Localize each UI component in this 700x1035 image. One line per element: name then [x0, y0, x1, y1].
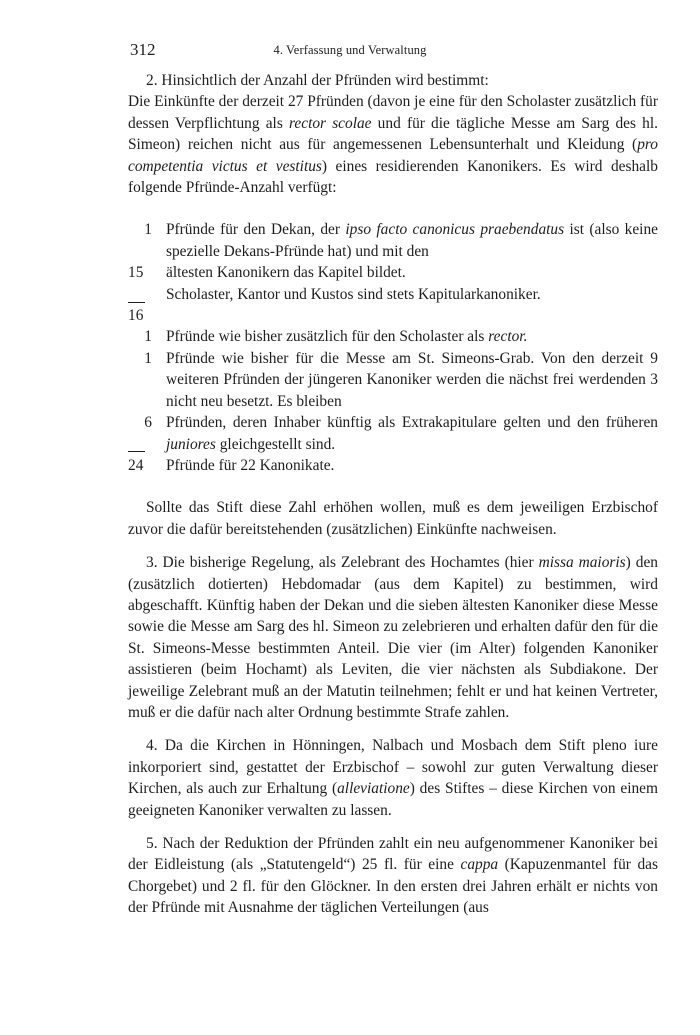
list-item [128, 284, 658, 305]
latin-term: missa maioris [538, 554, 626, 572]
list-number: 6 [144, 414, 152, 432]
text-run: Pfründe wie bisher zusätzlich für den Scholaster als [166, 328, 489, 346]
page-header [0, 40, 700, 64]
list-text: Pfründe wie bisher für die Messe am St. Simeons-Grab. Von den derzeit 9 weiteren Pfründen der jüngeren Kanoniker werden die nächst frei werdenden 3 nicht neu besetzt. Es bleiben [166, 349, 658, 410]
text-run: (Kapuzenmantel für das Chorgebet) und 2 fl. für den Glöckner. In den ersten drei Jahren erhält er nichts von der Pfründe mit Ausnahme der täglichen Verteilungen (aus [128, 856, 658, 917]
sum-rule [128, 302, 145, 303]
latin-term: ipso facto canonicus praebendatus [345, 221, 565, 239]
prebend-list [128, 219, 658, 476]
paragraph-2-lead: 2. Hinsichtlich der Anzahl der Pfründen wird bestimmt: [146, 72, 489, 89]
paragraph-sollte: Sollte das Stift diese Zahl erhöhen wollen, muß es dem jeweiligen Erzbischof zuvor die dafür bereitstehenden (zusätzlichen) Einkünfte nachweisen. [128, 499, 658, 538]
running-title: 4. Verfassung und Verwaltung [273, 43, 427, 57]
text-run: Pfründen, deren Inhaber künftig als Extrakapitulare gelten und den früheren [166, 414, 658, 432]
paragraph-4 [128, 735, 658, 821]
list-text: Scholaster, Kantor und Kustos sind stets Kapitularkanoniker. [166, 285, 541, 303]
list-item [128, 219, 658, 262]
list-number: 1 [144, 328, 152, 346]
list-item [128, 326, 658, 347]
list-item [128, 305, 658, 326]
text-run: ist (also keine spezielle Dekans-Pfründe hat) und mit den [166, 221, 658, 260]
text-run: 4. Da die Kirchen in Hönningen, Nalbach und Mosbach dem Stift pleno iure inkorporiert sind, gestattet der Erzbischof – sowohl zur guten Verwaltung dieser Kirchen, als auch zur Erhaltung ( [128, 737, 658, 798]
page-body [128, 70, 658, 919]
text-run: Pfründe für den Dekan, der [166, 221, 346, 239]
list-number: 15 [128, 264, 144, 282]
latin-term: juniores [166, 435, 216, 453]
list-number: 1 [144, 349, 152, 367]
text-run: 5. Nach der Reduktion der Pfründen zahlt ein neu aufgenommener Kanoniker bei der Eidleistung (als „Statutengeld“) 25 fl. für eine [128, 835, 658, 874]
list-item [128, 412, 658, 455]
list-text: ältesten Kanonikern das Kapitel bildet. [166, 264, 406, 282]
latin-term: cappa [460, 856, 499, 874]
latin-term: pro competentia victus et vestitus [128, 136, 658, 175]
paragraph-5 [128, 833, 658, 919]
list-item [128, 455, 658, 476]
list-number: 16 [128, 307, 144, 325]
list-number: 24 [128, 456, 144, 474]
text-run: und für die tägliche Messe am Sarg des hl. Simeon) reichen nicht aus für angemessenen Lebensunterhalt und Kleidung ( [128, 114, 658, 154]
list-item [128, 348, 658, 412]
text-run: ) den (zusätzlich dotierten) Hebdomadar (aus dem Kapitel) zu bestimmen, wird abgeschafft. Künftig haben der Dekan und die sieben ältesten Kanoniker diese Messe sowie die Messe am Sarg des hl. Simeon zu zelebrieren und erhalten dafür den für die St. Simeons-Messe bestimmten Anteil. Die vier (im Alter) folgenden Kanoniker assistieren (beim Hochamt) als Leviten, die vier nächsten als Subdiakone. Der jeweilige Zelebrant muß an der Matutin teilnehmen; fehlt er und hat keinen Vertreter, muß er die dafür nach alter Ordnung bestimmte Strafe zahlen. [128, 554, 658, 721]
list-item [128, 262, 658, 283]
text-run: Die Einkünfte der derzeit 27 Pfründen (davon je eine für den Scholaster zusätzlich für dessen Verpflichtung als [128, 93, 658, 132]
paragraph-2-body [128, 91, 658, 198]
latin-term: alleviatione [337, 780, 410, 798]
latin-term: rector. [488, 328, 528, 346]
text-run: ) des Stiftes – diese Kirchen von einem geeigneten Kanoniker verwalten zu lassen. [128, 780, 658, 819]
text-run: ) eines residierenden Kanonikers. Es wird deshalb folgende Pfründe-Anzahl verfügt: [128, 157, 658, 197]
paragraph-3 [128, 552, 658, 723]
text-run: 3. Die bisherige Regelung, als Zelebrant des Hochamtes (hier [146, 554, 539, 572]
list-number: 1 [144, 221, 152, 239]
page-number: 312 [130, 40, 156, 59]
latin-term: rector scolae [288, 114, 372, 132]
sum-rule [128, 451, 145, 452]
text-run: gleichgestellt sind. [215, 435, 336, 453]
list-text: Pfründe für 22 Kanonikate. [166, 456, 335, 474]
